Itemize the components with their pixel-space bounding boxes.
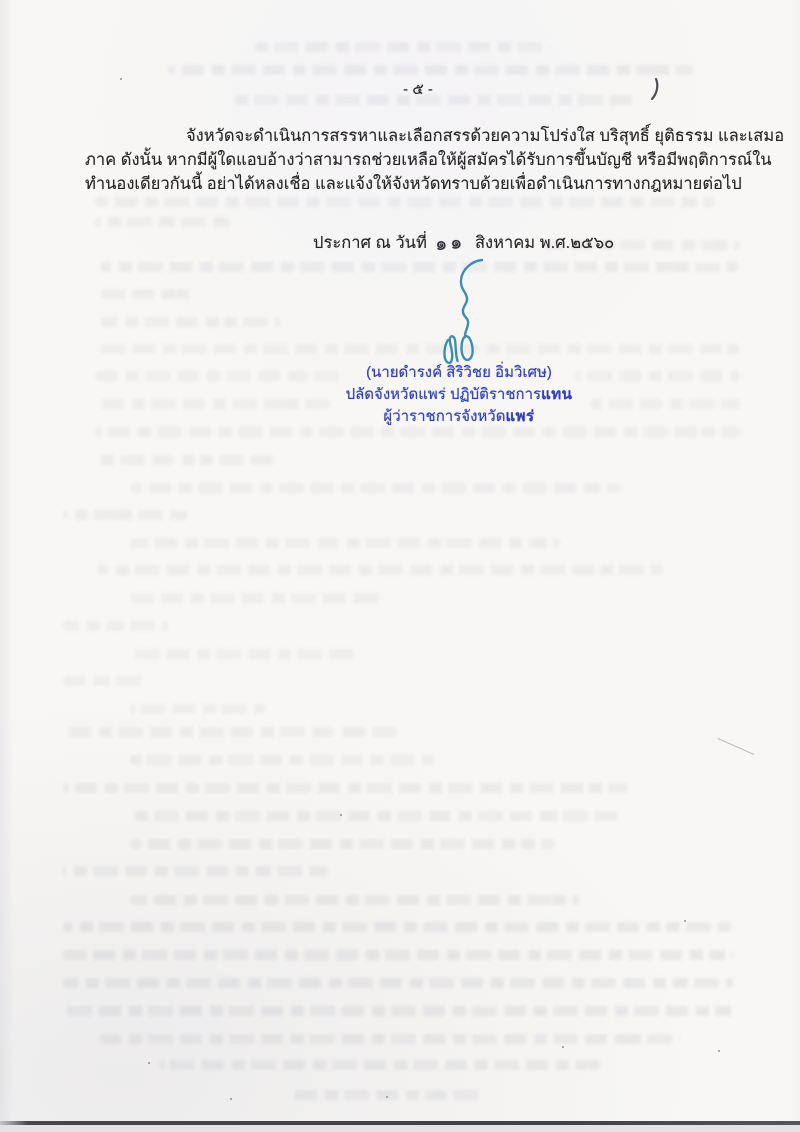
ink-speck — [562, 1046, 564, 1048]
bleed-through-line — [95, 217, 230, 227]
bleed-through-line — [130, 755, 435, 765]
bleed-through-line — [290, 1090, 480, 1100]
scratch-artifact — [718, 738, 755, 755]
ink-comma-artifact — [648, 76, 660, 102]
date-suffix: สิงหาคม พ.ศ.๒๕๖๐ — [474, 234, 615, 252]
scanner-edge-gap — [0, 1125, 800, 1132]
bleed-through-line — [130, 593, 385, 603]
signer-title-line-2: ผู้ว่าราชการจังหวัดแพร่ — [383, 408, 535, 425]
ink-speck — [718, 1050, 720, 1052]
bleed-through-line — [95, 455, 275, 465]
bleed-through-line — [130, 895, 580, 905]
bleed-through-line — [95, 399, 330, 409]
ink-speck — [230, 1098, 232, 1100]
bleed-through-line — [130, 483, 620, 493]
bleed-through-line — [63, 866, 328, 876]
bleed-through-line — [255, 42, 550, 52]
bleed-through-line — [130, 538, 560, 548]
bleed-through-line — [63, 510, 188, 520]
bleed-through-line — [130, 811, 620, 821]
bleed-through-line — [100, 262, 738, 272]
paragraph-line: ภาค ดังนั้น หากมีผู้ใดแอบอ้างว่าสามารถช่วยเหลือให้ผู้สมัครได้รับการขึ้นบัญชี หรือมีพฤติการณ์ใน — [85, 151, 772, 169]
ink-speck — [120, 78, 122, 80]
bleed-through-line — [100, 1034, 680, 1044]
bleed-through-line — [63, 727, 398, 737]
ink-speck — [386, 1096, 388, 1098]
bleed-through-line — [130, 839, 555, 849]
bleed-through-line — [95, 344, 740, 354]
announcement-date-line — [313, 227, 614, 257]
page-number: - ๕ - — [403, 81, 433, 98]
bleed-through-line — [63, 1006, 733, 1016]
bleed-through-line — [63, 978, 733, 988]
bleed-through-line — [130, 704, 265, 714]
bleed-through-line — [575, 371, 740, 381]
paragraph-line: จังหวัดจะดำเนินการสรรหาและเลือกสรรด้วยความโปร่งใส บริสุทธิ์ ยุติธรรม และเสมอ — [186, 127, 785, 145]
bleed-through-line — [100, 317, 280, 327]
title-handwritten-word: แทน — [541, 386, 573, 403]
bleed-through-line — [590, 399, 740, 409]
bleed-through-line — [160, 1060, 600, 1070]
paragraph-line: ทำนองเดียวกันนี้ อย่าได้หลงเชื่อ และแจ้งให้จังหวัดทราบด้วยเพื่อดำเนินการทางกฎหมายต่อไป — [85, 175, 742, 193]
signature-ink — [436, 254, 492, 369]
bleed-through-line — [95, 371, 345, 381]
title-handwritten-word: แพร่ — [505, 408, 535, 425]
bleed-through-line — [168, 65, 693, 75]
bleed-through-line — [130, 649, 355, 659]
date-day-handwritten: ๑๑ — [434, 231, 466, 256]
bleed-through-line — [95, 197, 715, 207]
signer-stamp-block — [330, 362, 588, 428]
bleed-through-line — [63, 922, 731, 932]
ink-speck — [684, 920, 686, 922]
signer-name: (นายดำรงค์ สิริวิชย อิ่มวิเศษ) — [366, 364, 552, 381]
ink-speck — [148, 1062, 150, 1064]
bleed-through-line — [63, 621, 168, 631]
ink-speck — [340, 814, 342, 816]
bleed-through-line — [98, 565, 663, 575]
date-prefix: ประกาศ ณ วันที่ — [313, 234, 427, 252]
signer-title-line-1: ปลัดจังหวัดแพร่ ปฏิบัติราชการแทน — [345, 386, 573, 403]
bleed-through-line — [100, 289, 195, 299]
bleed-through-line — [63, 783, 628, 793]
bleed-through-line — [63, 950, 733, 960]
bleed-through-line — [95, 427, 740, 437]
bleed-through-line — [63, 676, 148, 686]
